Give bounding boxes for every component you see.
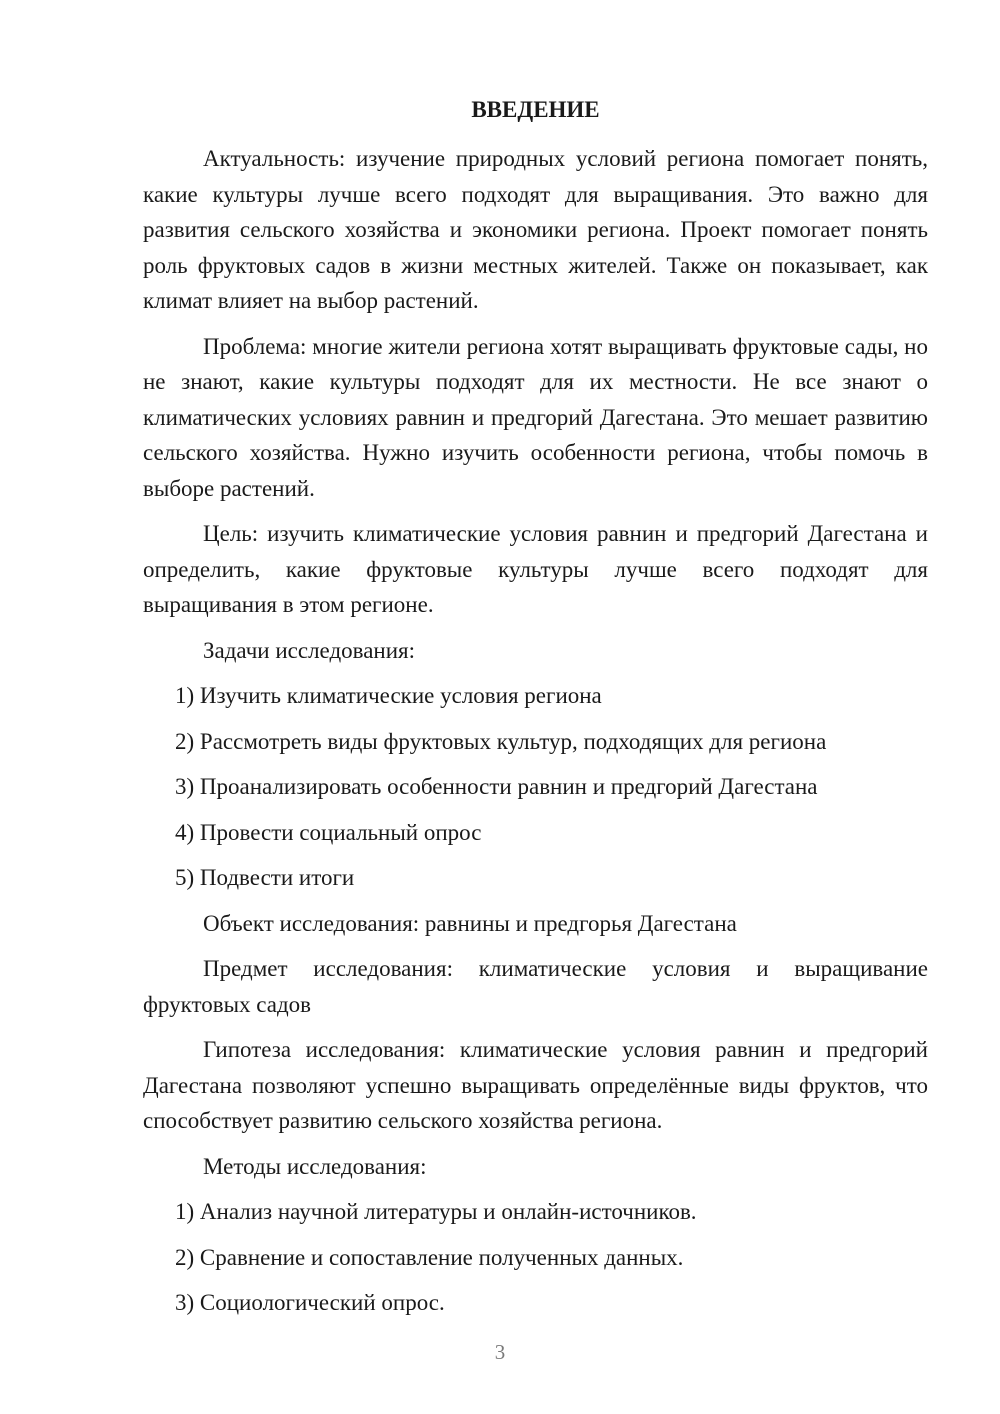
- subject-paragraph: Предмет исследования: климатические условия и выращивание фруктовых садов: [143, 956, 928, 1017]
- list-item: 2) Рассмотреть виды фруктовых культур, подходящих для региона: [175, 728, 827, 754]
- list-item: 3) Проанализировать особенности равнин и предгорий Дагестана: [175, 774, 818, 799]
- methods-heading: Методы исследования:: [203, 1153, 427, 1179]
- list-item: 3) Социологический опрос.: [175, 1290, 445, 1315]
- page-number: 3: [494, 1340, 506, 1364]
- tasks-list: [143, 678, 928, 896]
- relevance-paragraph: Актуальность: изучение природных условий региона помогает понять, какие культуры лучше всего подходят для выращивания. Это важно для развития сельского хозяйства и экономики региона. Проект помогает понять роль фруктовых садов в жизни местных жителей. Также он показывает, как климат влияет на выбор растений.: [143, 146, 928, 313]
- list-item: 4) Провести социальный опрос: [175, 819, 482, 845]
- object-paragraph: Объект исследования: равнины и предгорья Дагестана: [203, 910, 737, 936]
- problem-paragraph: Проблема: многие жители региона хотят выращивать фруктовые сады, но не знают, какие культуры подходят для их местности. Не все знают о климатических условиях равнин и предгорий Дагестана. Это мешает развитию сельского хозяйства. Нужно изучить особенности региона, чтобы помочь в выборе растений.: [143, 333, 928, 501]
- list-item: 5) Подвести итоги: [175, 865, 355, 890]
- methods-list: [143, 1194, 928, 1321]
- page-title: ВВЕДЕНИЕ: [471, 97, 600, 122]
- tasks-heading: Задачи исследования:: [203, 637, 416, 663]
- hypothesis-paragraph: Гипотеза исследования: климатические условия равнин и предгорий Дагестана позволяют успешно выращивать определённые виды фруктов, что способствует развитию сельского хозяйства региона.: [143, 1037, 928, 1133]
- goal-paragraph: Цель: изучить климатические условия равнин и предгорий Дагестана и определить, какие фруктовые культуры лучше всего подходят для выращивания в этом регионе.: [143, 521, 928, 617]
- list-item: 2) Сравнение и сопоставление полученных данных.: [175, 1244, 684, 1270]
- document-body: [143, 95, 928, 1331]
- list-item: 1) Изучить климатические условия региона: [175, 683, 602, 708]
- list-item: 1) Анализ научной литературы и онлайн-источников.: [175, 1199, 697, 1224]
